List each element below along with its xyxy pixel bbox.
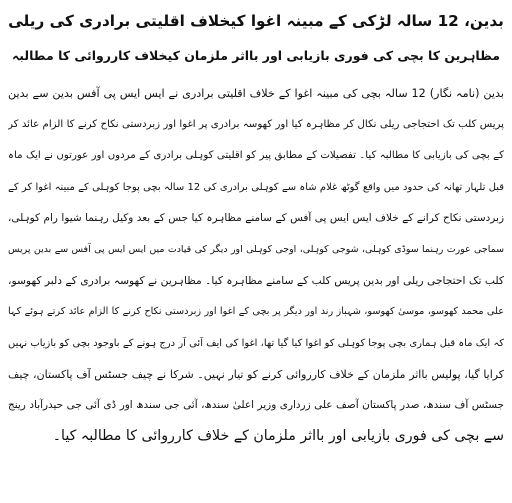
body-line: کلب تک احتجاجی ریلی اور بدین پریس کلب کے سامنے مظاہرہ کیا۔ مظاہرین نے کھوسہ برادری کے دلبر کھوسو،	[8, 274, 504, 288]
subheadline: مظاہرین کا بچی کی فوری بازیابی اور بااثر ملزمان کیخلاف کارروائی کا مطالبہ	[11, 48, 501, 63]
headline: بدین، 12 سالہ لڑکی کے مبینہ اغوا کیخلاف اقلیتی برادری کی ریلی	[8, 12, 504, 30]
body-line: کہ ایک ماہ قبل ہماری بچی پوجا کوہلی کو اغوا کیا گیا تھا، اغوا کی ایف آئی آر درج ہونے کے باوجود بچی کو بازیاب نہیں	[8, 337, 504, 349]
body-line: پریس کلب تک احتجاجی ریلی نکال کر مظاہرہ کیا اور کھوسہ برادری پر اغوا اور زبردستی نکاح کرنے کا الزام عائد کر	[8, 119, 504, 131]
body-line: کرایا گیا، پولیس بااثر ملزمان کے خلاف کارروائی کرنے کو تیار نہیں۔ شرکا نے چیف جسٹس آف پاکستان، چیف	[8, 367, 504, 381]
body-line: کے بچی کی بازیابی کا مطالبہ کیا۔ تفصیلات کے مطابق پیر کو اقلیتی کوہلی برادری کے مردوں اور عورتوں نے ایک ماہ	[8, 150, 504, 162]
body-line: علی محمد کھوسو، موسیٰ کھوسو، شہباز رند اور دیگر پر بچی کے اغوا اور زبردستی نکاح کرنے کا الزام عائد کرتے ہوئے کہا	[8, 306, 504, 318]
body-line: سماجی عورت رہنما سوڈی کوہلی، شوجی کوہلی، اوجی کوہلی اور دیگر کی قیادت میں ایس ایس پی آفس سے بدین پریس	[8, 244, 504, 256]
body-line: سے بچی کی فوری بازیابی اور بااثر ملزمان کے خلاف کارروائی کا مطالبہ کیا۔	[52, 428, 504, 445]
article-body	[8, 78, 504, 452]
body-line: بدین (نامہ نگار) 12 سالہ بچی کی مبینہ اغوا کے خلاف اقلیتی برادری نے ایس ایس پی آفس بدین سے بدین	[8, 87, 504, 100]
body-line: جسٹس آف سندھ، صدر پاکستان آصف علی زرداری وزیر اعلیٰ سندھ، آئی جی سندھ اور ڈی آئی جی حیدرآباد رینج	[8, 399, 504, 412]
body-line: زبردستی نکاح کرانے کے خلاف ایس ایس پی آفس کے سامنے مظاہرہ کیا جس کے بعد وکیل رہنما شیوا رام کوہلی،	[8, 211, 504, 224]
body-line: قبل تلہار تھانہ کی حدود میں واقع گوٹھ غلام شاہ سے کوہلی برادری کی 12 سالہ بچی پوجا کوہلی کے مبینہ اغوا کر کے	[8, 181, 504, 193]
